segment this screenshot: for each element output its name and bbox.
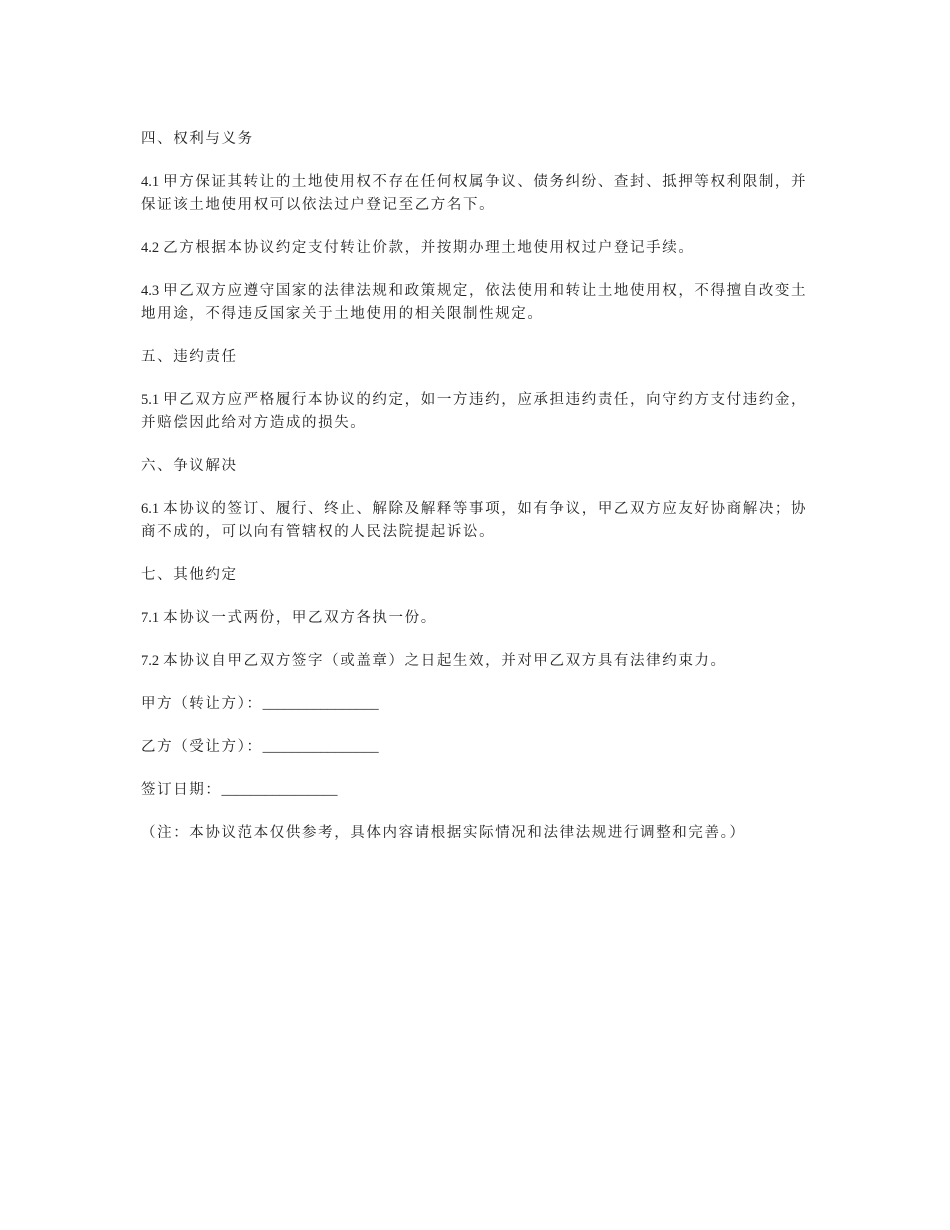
clause-4-2 [141, 237, 813, 260]
clause-text: 本协议的签订、履行、终止、解除及解释等事项，如有争议，甲乙双方应友好协商解决；协商不成的，可以向有管辖权的人民法院提起诉讼。 [141, 501, 808, 540]
clause-text: 甲方保证其转让的土地使用权不存在任何权属争议、债务纠纷、查封、抵押等权利限制，并保证该土地使用权可以依法过户登记至乙方名下。 [141, 174, 808, 213]
section-heading-liability: 五、违约责任 [141, 349, 238, 365]
document-body [141, 128, 813, 845]
clause-number: 6.1 [141, 501, 160, 517]
signature-date [141, 779, 813, 802]
signature-line: ________________ [262, 739, 379, 755]
section-heading-other: 七、其他约定 [141, 567, 238, 583]
signature-party-a [141, 693, 813, 716]
clause-7-2 [141, 650, 813, 673]
clause-number: 4.3 [141, 283, 160, 299]
clause-number: 7.2 [141, 653, 160, 669]
clause-number: 7.1 [141, 610, 160, 626]
clause-text: 本协议自甲乙双方签字（或盖章）之日起生效，并对甲乙双方具有法律约束力。 [163, 653, 727, 669]
clause-number: 5.1 [141, 392, 160, 408]
clause-number: 4.1 [141, 174, 160, 190]
clause-4-1 [141, 171, 813, 217]
signature-label: 乙方（受让方）： [141, 739, 263, 755]
section-heading-dispute: 六、争议解决 [141, 458, 238, 474]
clause-text: 乙方根据本协议约定支付转让价款，并按期办理土地使用权过户登记手续。 [163, 240, 695, 256]
clause-text: 甲乙双方应遵守国家的法律法规和政策规定，依法使用和转让土地使用权，不得擅自改变土地用途，不得违反国家关于土地使用的相关限制性规定。 [141, 283, 808, 322]
clause-6-1 [141, 498, 813, 544]
signature-line: ________________ [262, 696, 379, 712]
clause-text: 甲乙双方应严格履行本协议的约定，如一方违约，应承担违约责任，向守约方支付违约金，并赔偿因此给对方造成的损失。 [141, 392, 808, 431]
signature-label: 甲方（转让方）： [141, 696, 263, 712]
clause-4-3 [141, 280, 813, 326]
signature-party-b [141, 736, 813, 759]
clause-7-1 [141, 607, 813, 630]
clause-number: 4.2 [141, 240, 160, 256]
section-heading-rights-obligations: 四、权利与义务 [141, 131, 254, 147]
clause-text: 本协议一式两份，甲乙双方各执一份。 [163, 610, 437, 626]
disclaimer-note: （注：本协议范本仅供参考，具体内容请根据实际情况和法律法规进行调整和完善。） [141, 825, 746, 841]
clause-5-1 [141, 389, 813, 435]
signature-line: ________________ [221, 782, 338, 798]
signature-label: 签订日期： [141, 782, 222, 798]
